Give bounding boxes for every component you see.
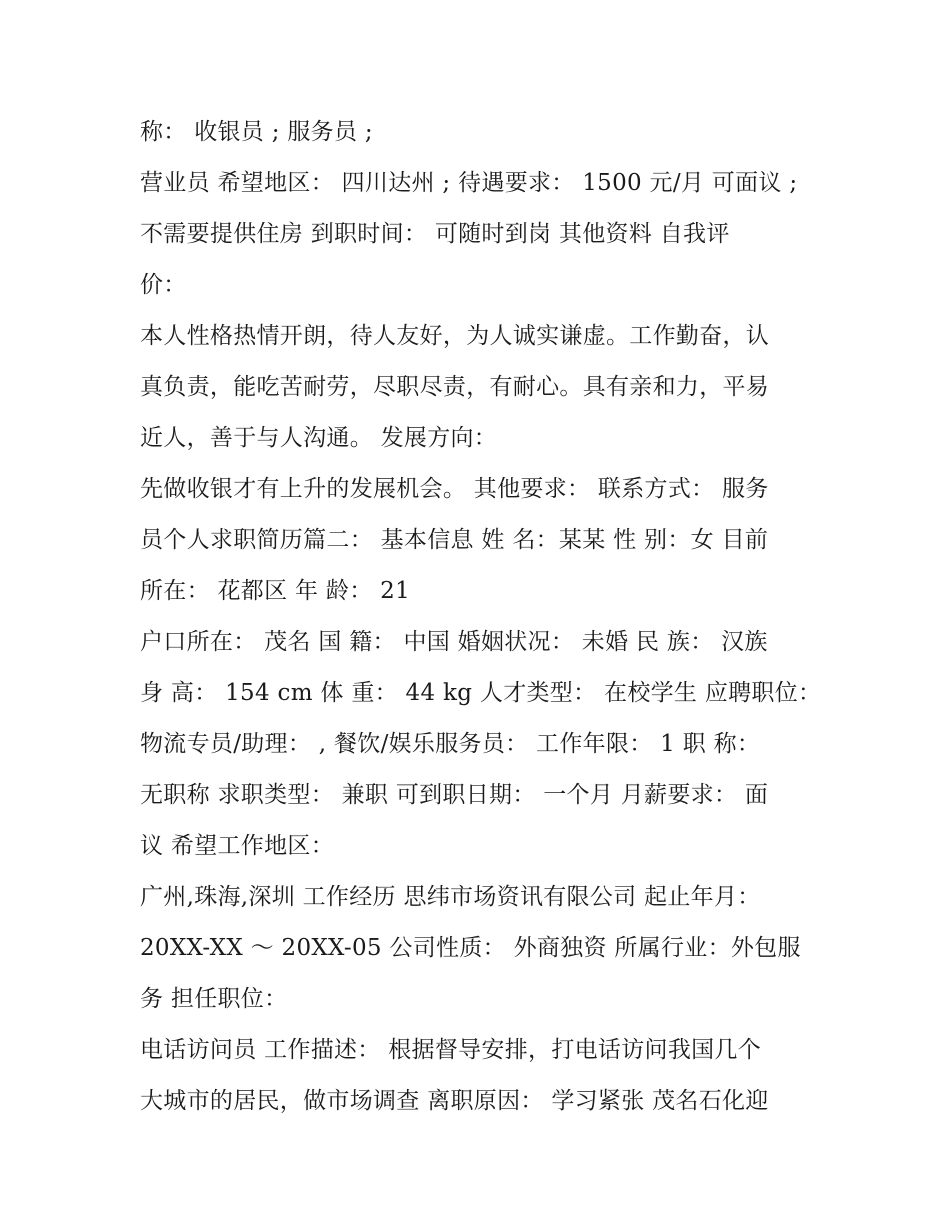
text-line: 营业员 希望地区： 四川达州 ; 待遇要求： 1500 元/月 可面议 ; [140, 170, 798, 196]
text-line: 称： 收银员 ; 服务员 ; [140, 119, 373, 145]
text-line: 不需要提供住房 到职时间： 可随时到岗 其他资料 自我评 [140, 221, 730, 247]
text-line: 20XX-XX ～ 20XX-05 公司性质： 外商独资 所属行业：外包服 [140, 935, 801, 961]
text-line: 价： [140, 272, 187, 298]
text-line: 真负责，能吃苦耐劳，尽职尽责，有耐心。具有亲和力，平易 [140, 374, 770, 400]
text-line: 务 担任职位： [140, 986, 288, 1012]
text-line: 广州,珠海,深圳 工作经历 思纬市场资讯有限公司 起止年月： [140, 884, 761, 910]
text-line: 物流专员/助理： , 餐饮/娱乐服务员： 工作年限： 1 职 称： [140, 731, 761, 757]
text-line: 所在： 花都区 年 龄： 21 [140, 578, 411, 604]
text-line: 无职称 求职类型： 兼职 可到职日期： 一个月 月薪要求： 面 [140, 782, 769, 808]
text-line: 户口所在： 茂名 国 籍： 中国 婚姻状况： 未婚 民 族： 汉族 [140, 629, 768, 655]
text-line: 大城市的居民，做市场调查 离职原因： 学习紧张 茂名石化迎 [140, 1088, 769, 1114]
text-line: 议 希望工作地区： [140, 833, 335, 859]
text-line: 员个人求职简历篇二： 基本信息 姓 名：某某 性 别：女 目前 [140, 527, 769, 553]
text-line: 身 高： 154 cm 体 重： 44 kg 人才类型： 在校学生 应聘职位： [140, 680, 822, 706]
text-line: 近人，善于与人沟通。 发展方向： [140, 425, 498, 451]
text-line: 电话访问员 工作描述： 根据督导安排，打电话访问我国几个 [140, 1037, 762, 1063]
text-line: 先做收银才有上升的发展机会。 其他要求： 联系方式： 服务 [140, 476, 769, 502]
text-line: 本人性格热情开朗，待人友好，为人诚实谦虚。工作勤奋，认 [140, 323, 770, 349]
document-body [140, 107, 820, 1127]
